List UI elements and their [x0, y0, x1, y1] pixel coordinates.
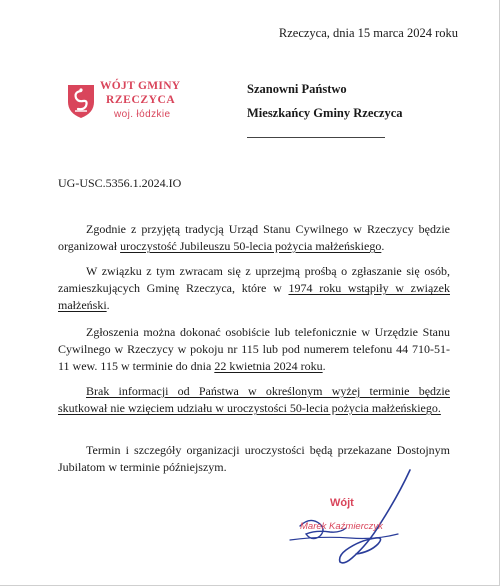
paragraph-2-underlined: 1974 roku wstąpiły w związek małżeński: [58, 281, 450, 312]
paragraph-4: [58, 383, 450, 417]
paragraph-1-underlined: uroczystość Jubileuszu 50-lecia pożycia małżeńskiego: [120, 239, 382, 253]
paragraph-5: Termin i szczegóły organizacji uroczystości będą przekazane Dostojnym Jubilatom w terminie późniejszym.: [58, 443, 450, 474]
stamp-line-1: WÓJT GMINY: [100, 80, 181, 92]
stamp-line-2: RZECZYCA: [106, 94, 176, 106]
paragraph-2-text: W związku z tym zwracam się z uprzejmą prośbą o zgłaszanie się osób, zamieszkujących Gminę Rzeczyca, które w: [58, 264, 450, 295]
paragraph-3-underlined: 22 kwietnia 2024 roku: [214, 359, 323, 373]
reference-number: UG-USC.5356.1.2024.IO: [58, 176, 182, 190]
paragraph-1-end: .: [381, 239, 385, 253]
paragraph-3-end: .: [322, 359, 326, 373]
paragraph-4-underlined: Brak informacji od Państwa w określonym wyżej terminie będzie skutkował nie wzięciem udziału w uroczystości 50-lecia pożycia małżeńskiego.: [58, 384, 450, 415]
paragraph-2: [58, 263, 450, 314]
paragraph-3: [58, 324, 450, 375]
signature-name: Marek Kaźmierczyk: [300, 521, 383, 532]
paragraph-1: [58, 221, 450, 255]
stamp-line-3: woj. łódzkie: [114, 109, 171, 120]
address-underline: [247, 137, 385, 138]
office-stamp: [66, 80, 194, 124]
paragraph-1-text: Zgodnie z przyjętą tradycją Urząd Stanu Cywilnego w Rzeczycy będzie organizował: [58, 222, 450, 253]
addressee-line-2: Mieszkańcy Gminy Rzeczyca: [247, 106, 403, 120]
signature-title: Wójt: [330, 497, 354, 509]
paragraph-3-text: Zgłoszenia można dokonać osobiście lub telefonicznie w Urzędzie Stanu Cywilnego w Rzeczycy w pokoju nr 115 lub pod numerem telefonu 44 710-51-11 wew. 115 w terminie do dnia: [58, 325, 450, 373]
paragraph-2-end: .: [106, 298, 110, 312]
addressee-line-1: Szanowni Państwo: [247, 82, 347, 96]
coat-of-arms-icon: [66, 82, 96, 120]
date-line: Rzeczyca, dnia 15 marca 2024 roku: [278, 26, 458, 40]
